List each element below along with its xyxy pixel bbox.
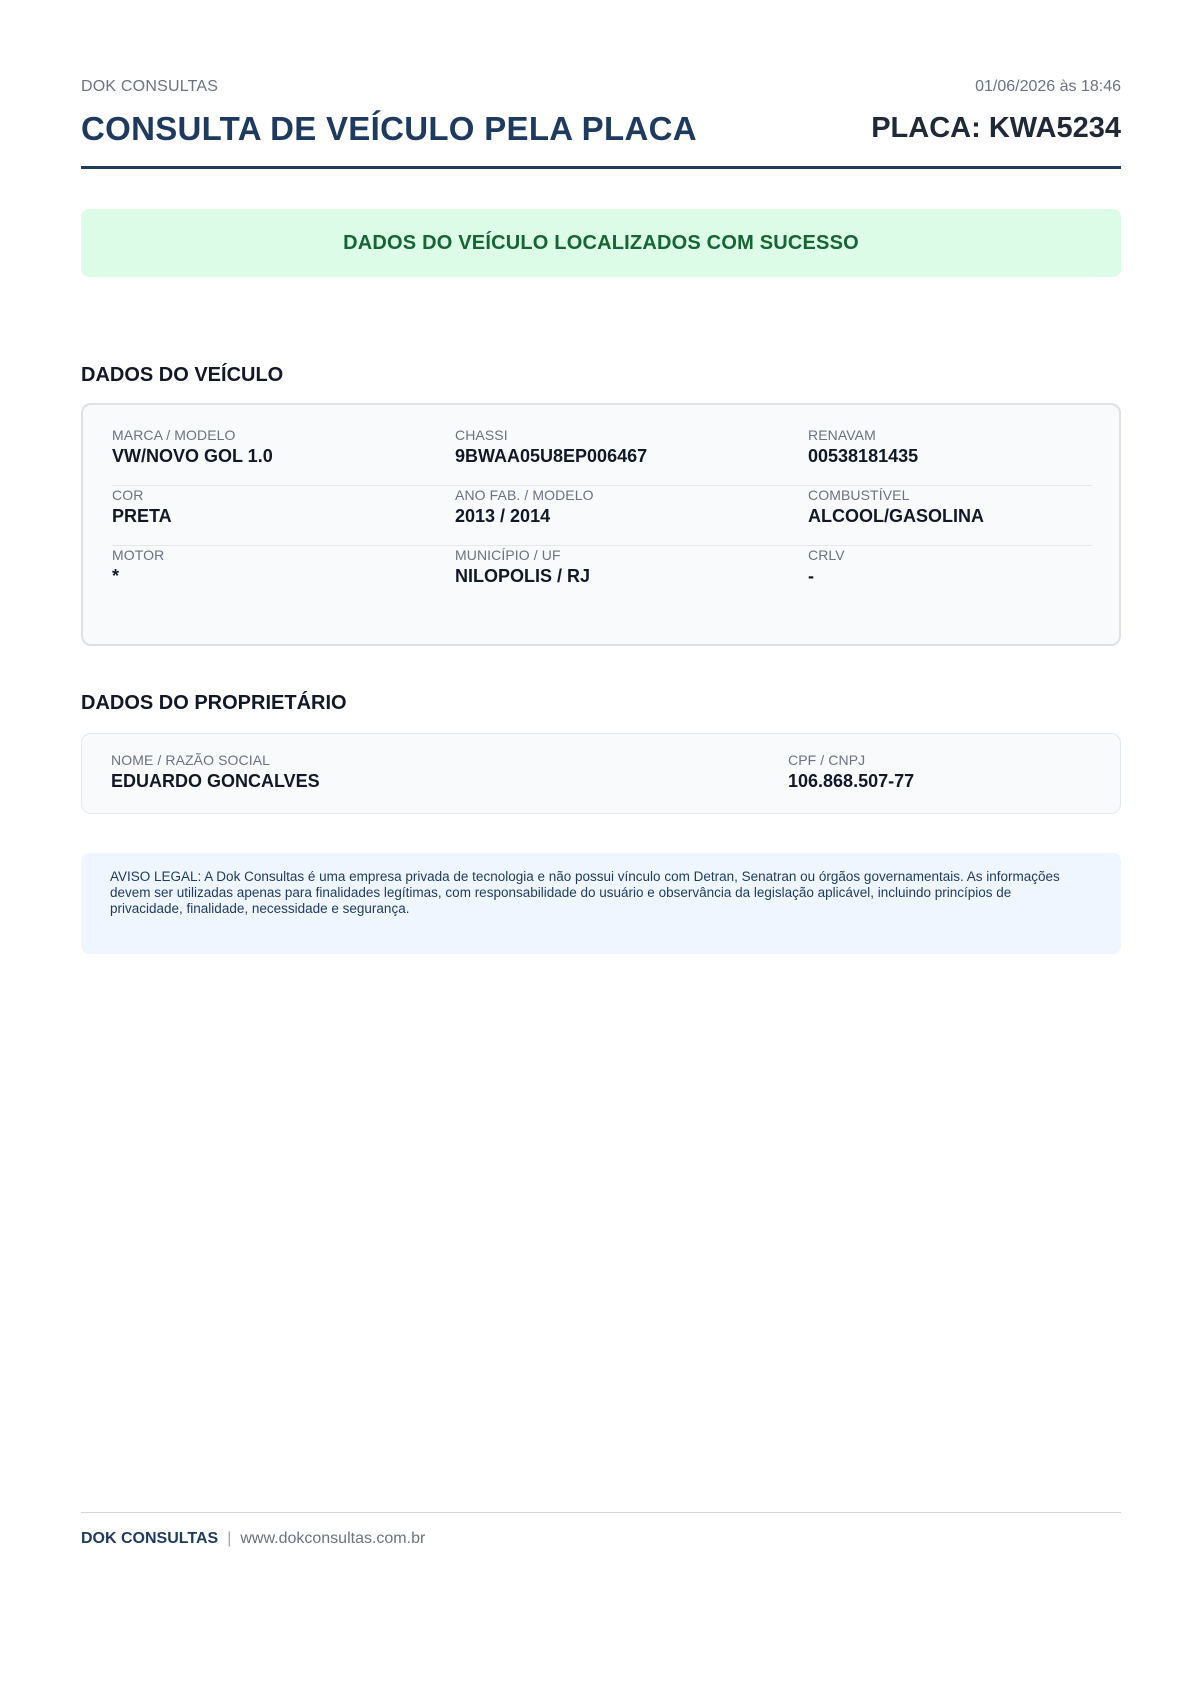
- field-value: 106.868.507-77: [788, 771, 915, 791]
- vehicle-row: [112, 425, 1092, 486]
- owner-section-title: DADOS DO PROPRIETÁRIO: [81, 692, 347, 714]
- footer-divider: [81, 1512, 1121, 1513]
- success-message: DADOS DO VEÍCULO LOCALIZADOS COM SUCESSO: [343, 231, 859, 254]
- report-timestamp: 01/06/2026 às 18:46: [975, 78, 1121, 95]
- header-divider: [81, 166, 1121, 169]
- field-fuel: [808, 485, 984, 527]
- field-color: [112, 485, 172, 527]
- vehicle-section-title: DADOS DO VEÍCULO: [81, 364, 284, 386]
- plate-number: PLACA: KWA5234: [871, 112, 1121, 144]
- field-value: 00538181435: [808, 446, 919, 466]
- field-label: MOTOR: [112, 547, 165, 563]
- field-label: CPF / CNPJ: [788, 752, 866, 768]
- field-renavam: [808, 425, 918, 467]
- field-value: ALCOOL/GASOLINA: [808, 506, 984, 526]
- field-year: [455, 485, 594, 527]
- field-label: NOME / RAZÃO SOCIAL: [111, 752, 271, 768]
- footer: [81, 1530, 425, 1548]
- field-city-state: [455, 545, 590, 587]
- field-label: ANO FAB. / MODELO: [455, 487, 594, 503]
- field-owner-document: [788, 750, 914, 792]
- field-value: -: [808, 566, 814, 586]
- field-value: EDUARDO GONCALVES: [111, 771, 320, 791]
- brand-name: DOK CONSULTAS: [81, 78, 219, 95]
- report-page: [81, 0, 1121, 1696]
- legal-notice-text: AVISO LEGAL: A Dok Consultas é uma empresa privada de tecnologia e não possui vínculo com Detran, Senatran ou órgãos governamentais. As informações devem ser utilizadas apenas para finalidades legítimas, com responsabilidade do usuário e observância da legislação aplicável, incluindo princípios de privacidade, finalidade, necessidade e segurança.: [110, 869, 1060, 916]
- success-banner: [81, 209, 1121, 277]
- vehicle-row: [112, 545, 1092, 605]
- page-title: CONSULTA DE VEÍCULO PELA PLACA: [81, 110, 697, 147]
- field-label: CRLV: [808, 547, 845, 563]
- field-value: NILOPOLIS / RJ: [455, 566, 591, 586]
- vehicle-data-card: [81, 403, 1121, 646]
- footer-separator: |: [227, 1530, 232, 1547]
- field-owner-name: [111, 750, 320, 792]
- field-crlv: [808, 545, 845, 587]
- field-engine: [112, 545, 164, 587]
- field-label: RENAVAM: [808, 427, 876, 443]
- field-value: PRETA: [112, 506, 172, 526]
- footer-brand: DOK CONSULTAS: [81, 1530, 219, 1547]
- field-label: COR: [112, 487, 144, 503]
- legal-notice: [81, 853, 1121, 954]
- field-label: MARCA / MODELO: [112, 427, 236, 443]
- vehicle-row: [112, 485, 1092, 546]
- field-value: 9BWAA05U8EP006467: [455, 446, 648, 466]
- field-value: 2013 / 2014: [455, 506, 551, 526]
- field-label: CHASSI: [455, 427, 508, 443]
- field-label: COMBUSTÍVEL: [808, 487, 910, 503]
- field-chassis: [455, 425, 647, 467]
- field-brand-model: [112, 425, 273, 467]
- field-label: MUNICÍPIO / UF: [455, 547, 561, 563]
- field-value: *: [112, 566, 120, 586]
- field-value: VW/NOVO GOL 1.0: [112, 446, 273, 466]
- owner-data-card: [81, 733, 1121, 814]
- footer-website-link[interactable]: www.dokconsultas.com.br: [240, 1530, 426, 1547]
